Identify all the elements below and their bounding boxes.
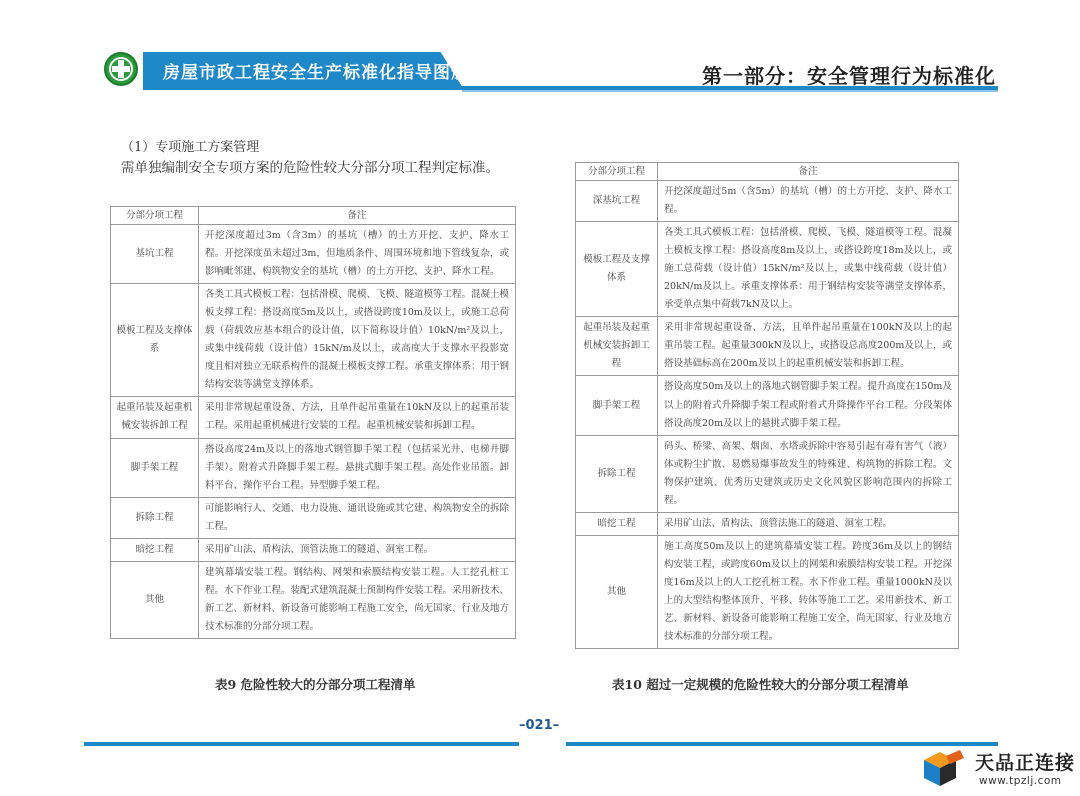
row-note: 各类工具式模板工程：包括滑模、爬模、飞模、隧道模等工程。混凝土模板支撑工程：搭设高度5m及以上，或搭设跨度10m及以上，或施工总荷载（荷载效应基本组合的设计值，以下简称设计值）10kN/m²及以上，或集中线荷载（设计值）15kN/m及以上，或高度大于支撑水平投影宽度且相对独立无联系构件的混凝土模板支撑工程。承重支撑体系：用于钢结构安装等满堂支撑体系。 (199, 284, 516, 397)
row-category: 其他 (576, 535, 658, 648)
row-note: 各类工具式模板工程：包括滑模、爬模、飞模、隧道模等工程。混凝土模板支撑工程：搭设高度8m及以上，或搭设跨度18m及以上，或施工总荷载（设计值）15kN/m²及以上，或集中线荷载（设计值）20kN/m及以上。承重支撑体系：用于钢结构安装等满堂支撑体系，承受单点集中荷载7kN及以上。 (658, 222, 959, 317)
table-row (576, 317, 959, 376)
table-row (576, 181, 959, 222)
part-title: 第一部分：安全管理行为标准化 (702, 64, 996, 88)
table-row (111, 397, 516, 438)
row-note: 建筑幕墙安装工程。钢结构、网架和索膜结构安装工程。人工挖孔桩工程。水下作业工程。装配式建筑混凝土预制构件安装工程。采用新技术、新工艺、新材料、新设备可能影响工程施工安全，尚无国家、行业及地方技术标准的分部分项工程。 (199, 561, 516, 638)
row-note: 搭设高度50m及以上的落地式钢管脚手架工程。提升高度在150m及以上的附着式升降脚手架工程或附着式升降操作平台工程。分段架体搭设高度20m及以上的悬挑式脚手架工程。 (658, 376, 959, 435)
header-category: 分部分项工程 (576, 163, 658, 181)
header-rule-thin (462, 90, 998, 92)
row-category: 起重吊装及起重机械安装拆卸工程 (111, 397, 199, 438)
row-category: 暗挖工程 (111, 538, 199, 561)
header-note: 备注 (199, 207, 516, 225)
table-10-caption: 表10 超过一定规模的危险性较大的分部分项工程清单 (612, 677, 909, 692)
watermark-url: www.tpzlj.com (979, 775, 1062, 787)
row-note: 采用矿山法、盾构法、顶管法施工的隧道、洞室工程。 (199, 538, 516, 561)
section-title: （1）专项施工方案管理 (121, 140, 260, 155)
table-row (111, 497, 516, 538)
footer-rule-left (84, 742, 519, 746)
table-row (576, 376, 959, 435)
page-number: –021– (519, 718, 560, 733)
header-title: 房屋市政工程安全生产标准化指导图册 (163, 63, 469, 83)
table-row (576, 435, 959, 512)
header-category: 分部分项工程 (111, 207, 199, 225)
table-row (111, 284, 516, 397)
table-9 (110, 206, 516, 639)
row-category: 其他 (111, 561, 199, 638)
row-category: 基坑工程 (111, 225, 199, 284)
row-note: 施工高度50m及以上的建筑幕墙安装工程。跨度36m及以上的钢结构安装工程，或跨度60m及以上的网架和索膜结构安装工程。开挖深度16m及以上的人工挖孔桩工程。水下作业工程。重量1000kN及以上的大型结构整体顶升、平移、转体等施工工艺。采用新技术、新工艺、新材料、新设备可能影响工程施工安全，尚无国家、行业及地方技术标准的分部分项工程。 (658, 535, 959, 648)
row-note: 采用非常规起重设备、方法，且单件起吊重量在10kN及以上的起重吊装工程。采用起重机械进行安装的工程。起重机械安装和拆卸工程。 (199, 397, 516, 438)
row-category: 拆除工程 (111, 497, 199, 538)
row-note: 码头、桥梁、高架、烟囱、水塔或拆除中容易引起有毒有害气（液）体或粉尘扩散、易燃易爆事故发生的特殊建、构筑物的拆除工程。文物保护建筑、优秀历史建筑或历史文化风貌区影响范围内的拆除工程。 (658, 435, 959, 512)
row-note: 可能影响行人、交通、电力设施、通讯设施或其它建、构筑物安全的拆除工程。 (199, 497, 516, 538)
row-note: 采用非常规起重设备、方法，且单件起吊重量在100kN及以上的起重吊装工程。起重量300kN及以上，或搭设总高度200m及以上，或搭设基础标高在200m及以上的起重机械安装和拆卸工程。 (658, 317, 959, 376)
row-category: 深基坑工程 (576, 181, 658, 222)
safety-cross-logo-icon (104, 52, 138, 86)
table-row (111, 225, 516, 284)
page-header (0, 40, 1080, 100)
table-9-caption: 表9 危险性较大的分部分项工程清单 (215, 677, 416, 692)
row-category: 脚手架工程 (576, 376, 658, 435)
table-row (111, 561, 516, 638)
table-10 (575, 162, 959, 649)
row-category: 模板工程及支撑体系 (576, 222, 658, 317)
row-note: 采用矿山法、盾构法、顶管法施工的隧道、洞室工程。 (658, 512, 959, 535)
table-row (576, 222, 959, 317)
table-header-row (111, 207, 516, 225)
row-note: 开挖深度超过5m（含5m）的基坑（槽）的土方开挖、支护、降水工程。 (658, 181, 959, 222)
header-note: 备注 (658, 163, 959, 181)
row-note: 搭设高度24m及以上的落地式钢管脚手架工程（包括采光井、电梯井脚手架）。附着式升降脚手架工程。悬挑式脚手架工程。高处作业吊篮。卸料平台、操作平台工程。异型脚手架工程。 (199, 438, 516, 497)
table-row (576, 535, 959, 648)
row-category: 模板工程及支撑体系 (111, 284, 199, 397)
table-row (576, 512, 959, 535)
footer-rule-right (566, 742, 998, 746)
table-row (111, 438, 516, 497)
row-category: 拆除工程 (576, 435, 658, 512)
row-note: 开挖深度超过3m（含3m）的基坑（槽）的土方开挖、支护、降水工程。开挖深度虽未超过3m，但地质条件、周围环境和地下管线复杂，或影响毗邻建、构筑物安全的基坑（槽）的土方开挖、支护、降水工程。 (199, 225, 516, 284)
watermark-brand: 天品正连接 (975, 752, 1076, 774)
brand-cube-icon (920, 748, 966, 788)
row-category: 起重吊装及起重机械安装拆卸工程 (576, 317, 658, 376)
section-subtitle: 需单独编制安全专项方案的危险性较大分部分项工程判定标准。 (121, 160, 499, 176)
table-header-row (576, 163, 959, 181)
table-row (111, 538, 516, 561)
row-category: 暗挖工程 (576, 512, 658, 535)
row-category: 脚手架工程 (111, 438, 199, 497)
